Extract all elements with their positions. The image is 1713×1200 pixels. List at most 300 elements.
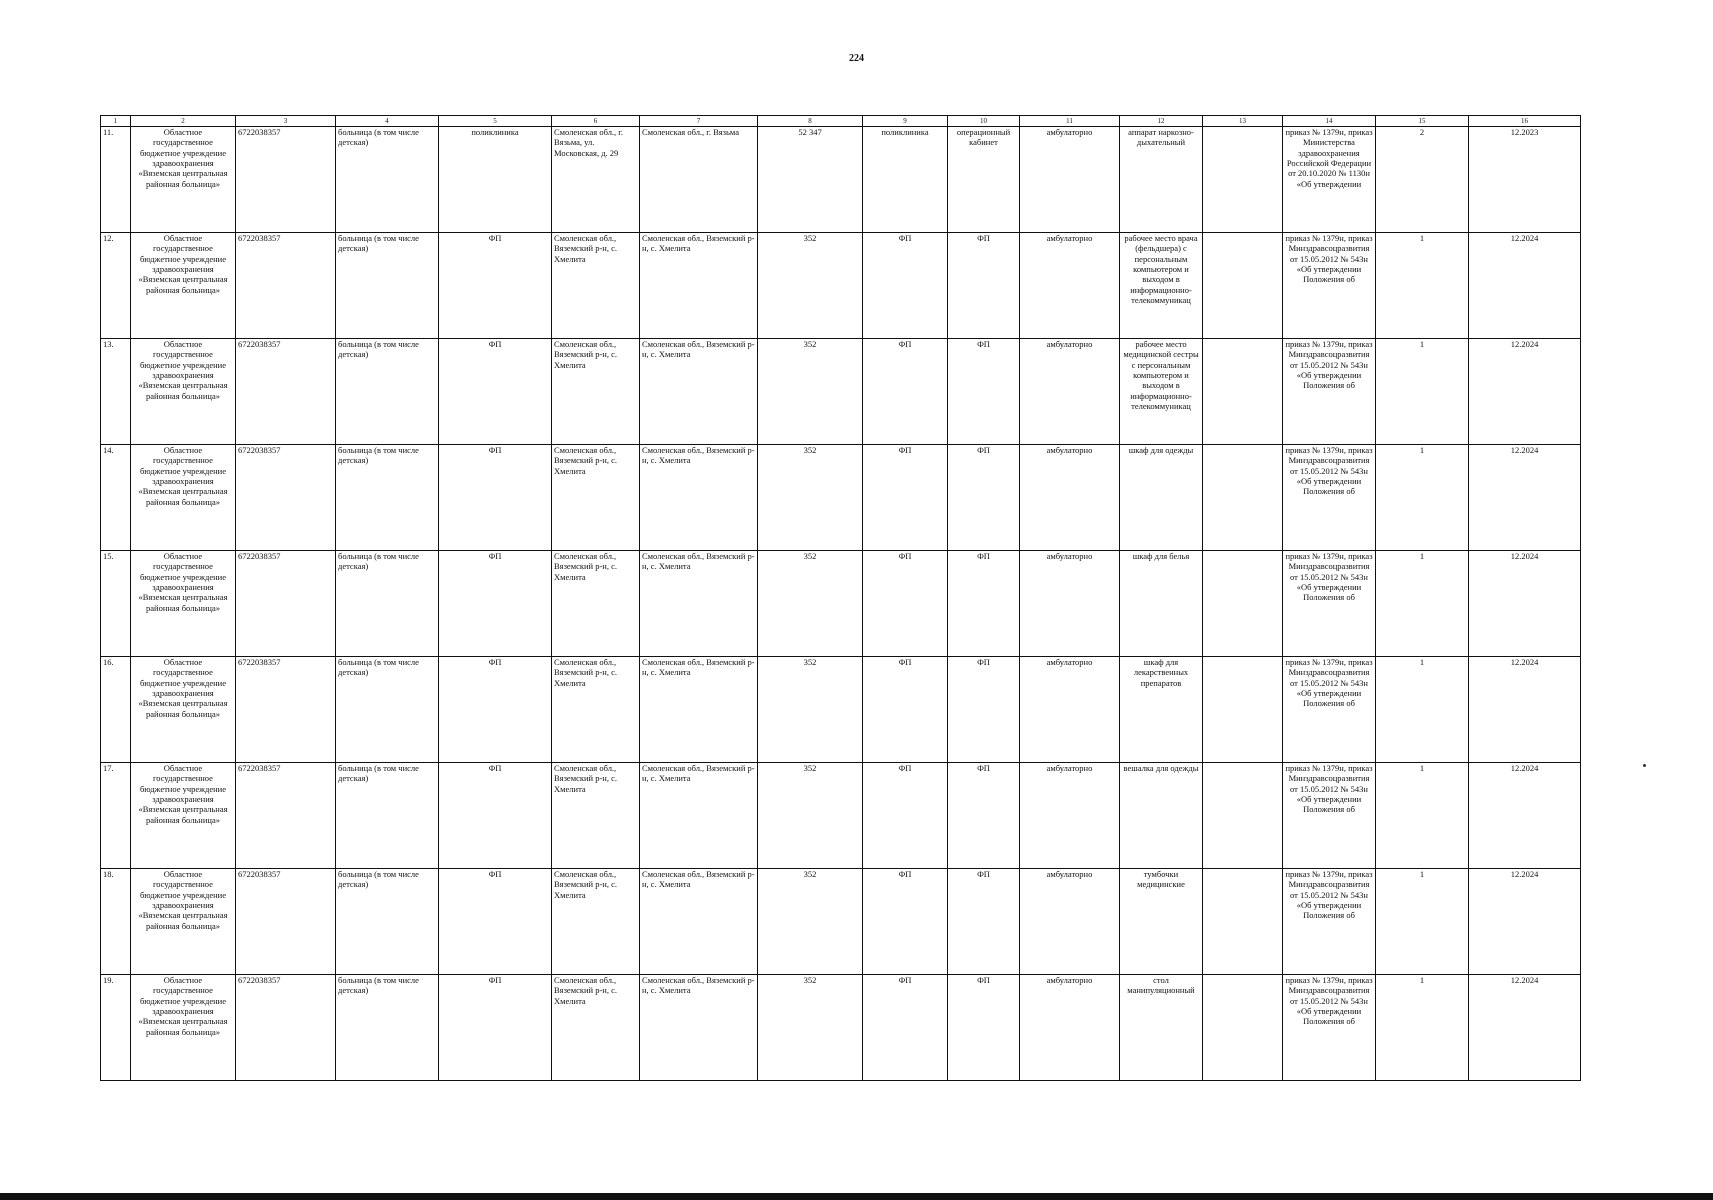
subdivision-cell: [439, 445, 552, 551]
row-number-text: 11.: [103, 127, 114, 137]
legal-basis-cell-text: приказ № 1379н, приказ Минздравсоцразвития от 15.05.2012 № 543н «Об утверждении Положения об: [1285, 657, 1373, 709]
address-cell-text: Смоленская обл., Вяземский р-н, с. Хмелита: [554, 869, 617, 900]
care-mode-cell: [1020, 975, 1120, 1081]
legal-basis-cell: [1283, 339, 1376, 445]
quantity-cell-text: 1: [1419, 233, 1425, 243]
subdivision-cell-text: ФП: [488, 869, 502, 879]
subdivision-cell-text: ФП: [488, 551, 502, 561]
inn-cell: [236, 339, 336, 445]
population-cell: [758, 445, 863, 551]
inn-cell: [236, 551, 336, 657]
date-cell: [1469, 445, 1581, 551]
quantity-cell-text: 2: [1419, 127, 1425, 137]
care-mode-cell: [1020, 233, 1120, 339]
care-mode-cell-text: амбулаторно: [1046, 339, 1093, 349]
row-number: [101, 339, 131, 445]
organization-name-text: Областное государственное бюджетное учреждение здравоохранения «Вяземская центральная районная больница»: [138, 763, 228, 825]
inn-cell: [236, 869, 336, 975]
institution-type: [336, 127, 439, 233]
date-cell-text: 12.2024: [1510, 975, 1539, 985]
organization-name: [131, 763, 236, 869]
address-cell: [552, 869, 640, 975]
quantity-cell: [1376, 339, 1469, 445]
care-mode-cell-text: амбулаторно: [1046, 551, 1093, 561]
location-cell-text: Смоленская обл., г. Вязьма: [642, 127, 739, 137]
row-number: [101, 975, 131, 1081]
legal-basis-cell: [1283, 127, 1376, 233]
organization-name-text: Областное государственное бюджетное учреждение здравоохранения «Вяземская центральная районная больница»: [138, 657, 228, 719]
inn-cell: [236, 975, 336, 1081]
legal-basis-cell: [1283, 869, 1376, 975]
unit-cell: [863, 127, 948, 233]
location-cell: [640, 445, 758, 551]
column-13-cell: [1203, 127, 1283, 233]
column-number-1: 1: [101, 116, 131, 127]
organization-name: [131, 975, 236, 1081]
population-cell-text: 352: [803, 233, 817, 243]
equipment-cell: [1120, 763, 1203, 869]
legal-basis-cell: [1283, 763, 1376, 869]
column-number-9: 9: [863, 116, 948, 127]
equipment-cell: [1120, 233, 1203, 339]
unit-cell: [863, 763, 948, 869]
organization-name-text: Областное государственное бюджетное учреждение здравоохранения «Вяземская центральная районная больница»: [138, 127, 228, 189]
organization-name-text: Областное государственное бюджетное учреждение здравоохранения «Вяземская центральная районная больница»: [138, 869, 228, 931]
subdivision-cell: [439, 869, 552, 975]
column-13-cell: [1203, 339, 1283, 445]
institution-type-text: больница (в том числе детская): [338, 233, 419, 254]
equipment-cell: [1120, 869, 1203, 975]
population-cell: [758, 233, 863, 339]
room-cell-text: ФП: [977, 445, 990, 455]
column-number-14: 14: [1283, 116, 1376, 127]
row-number: [101, 869, 131, 975]
location-cell-text: Смоленская обл., Вяземский р-н, с. Хмелита: [642, 869, 755, 890]
column-13-cell: [1203, 657, 1283, 763]
address-cell: [552, 127, 640, 233]
row-number: [101, 127, 131, 233]
date-cell-text: 12.2024: [1510, 445, 1539, 455]
institution-type-text: больница (в том числе детская): [338, 975, 419, 996]
address-cell: [552, 657, 640, 763]
unit-cell: [863, 975, 948, 1081]
date-cell: [1469, 551, 1581, 657]
equipment-cell: [1120, 445, 1203, 551]
organization-name-text: Областное государственное бюджетное учреждение здравоохранения «Вяземская центральная районная больница»: [138, 233, 228, 295]
table-row: [101, 445, 1581, 551]
subdivision-cell-text: ФП: [488, 657, 502, 667]
row-number-text: 18.: [103, 869, 114, 879]
location-cell: [640, 233, 758, 339]
location-cell-text: Смоленская обл., Вяземский р-н, с. Хмелита: [642, 763, 755, 784]
address-cell-text: Смоленская обл., Вяземский р-н, с. Хмелита: [554, 339, 617, 370]
unit-cell-text: ФП: [898, 763, 912, 773]
date-cell-text: 12.2024: [1510, 551, 1539, 561]
unit-cell: [863, 551, 948, 657]
organization-name-text: Областное государственное бюджетное учреждение здравоохранения «Вяземская центральная районная больница»: [138, 445, 228, 507]
unit-cell: [863, 445, 948, 551]
unit-cell-text: ФП: [898, 869, 912, 879]
room-cell-text: ФП: [977, 869, 990, 879]
equipment-cell-text: шкаф для лекарственных препаратов: [1133, 657, 1189, 688]
date-cell: [1469, 339, 1581, 445]
column-number-15: 15: [1376, 116, 1469, 127]
quantity-cell-text: 1: [1419, 763, 1425, 773]
column-number-row: [101, 116, 1581, 127]
legal-basis-cell-text: приказ № 1379н, приказ Минздравсоцразвития от 15.05.2012 № 543н «Об утверждении Положения об: [1285, 339, 1373, 391]
room-cell: [948, 445, 1020, 551]
row-number: [101, 763, 131, 869]
room-cell: [948, 127, 1020, 233]
subdivision-cell-text: поликлиника: [471, 127, 519, 137]
inn-cell: [236, 445, 336, 551]
care-mode-cell: [1020, 339, 1120, 445]
care-mode-cell: [1020, 551, 1120, 657]
subdivision-cell: [439, 975, 552, 1081]
date-cell-text: 12.2024: [1510, 339, 1539, 349]
legal-basis-cell: [1283, 657, 1376, 763]
unit-cell-text: ФП: [898, 339, 912, 349]
address-cell: [552, 763, 640, 869]
population-cell: [758, 763, 863, 869]
room-cell-text: ФП: [977, 551, 990, 561]
address-cell-text: Смоленская обл., Вяземский р-н, с. Хмелита: [554, 975, 617, 1006]
legal-basis-cell-text: приказ № 1379н, приказ Минздравсоцразвития от 15.05.2012 № 543н «Об утверждении Положения об: [1285, 445, 1373, 497]
room-cell-text: ФП: [977, 339, 990, 349]
population-cell-text: 352: [803, 975, 817, 985]
inn-cell-text: 6722038357: [238, 445, 281, 455]
row-number-text: 17.: [103, 763, 114, 773]
institution-type: [336, 869, 439, 975]
table-row: [101, 233, 1581, 339]
room-cell-text: ФП: [977, 975, 990, 985]
legal-basis-cell-text: приказ № 1379н, приказ Минздравсоцразвития от 15.05.2012 № 543н «Об утверждении Положения об: [1285, 551, 1373, 603]
scan-mark: [1643, 764, 1646, 767]
quantity-cell-text: 1: [1419, 657, 1425, 667]
location-cell-text: Смоленская обл., Вяземский р-н, с. Хмелита: [642, 551, 755, 572]
care-mode-cell: [1020, 869, 1120, 975]
equipment-cell-text: рабочее место врача (фельдшера) с персональным компьютером и выходом в информационно-телекоммуникац: [1124, 233, 1198, 306]
population-cell-text: 352: [803, 551, 817, 561]
quantity-cell: [1376, 657, 1469, 763]
address-cell: [552, 975, 640, 1081]
unit-cell-text: ФП: [898, 233, 912, 243]
row-number-text: 12.: [103, 233, 114, 243]
institution-type-text: больница (в том числе детская): [338, 763, 419, 784]
location-cell: [640, 657, 758, 763]
row-number-text: 19.: [103, 975, 114, 985]
room-cell: [948, 975, 1020, 1081]
subdivision-cell-text: ФП: [488, 975, 502, 985]
institution-type: [336, 551, 439, 657]
inn-cell-text: 6722038357: [238, 551, 281, 561]
population-cell-text: 352: [803, 445, 817, 455]
subdivision-cell: [439, 551, 552, 657]
column-number-5: 5: [439, 116, 552, 127]
population-cell: [758, 551, 863, 657]
unit-cell-text: ФП: [898, 975, 912, 985]
institution-type-text: больница (в том числе детская): [338, 339, 419, 360]
organization-name: [131, 551, 236, 657]
population-cell: [758, 975, 863, 1081]
organization-name: [131, 233, 236, 339]
date-cell-text: 12.2024: [1510, 869, 1539, 879]
subdivision-cell-text: ФП: [488, 763, 502, 773]
inn-cell: [236, 657, 336, 763]
address-cell: [552, 551, 640, 657]
room-cell: [948, 339, 1020, 445]
institution-type-text: больница (в том числе детская): [338, 445, 419, 466]
row-number-text: 16.: [103, 657, 114, 667]
date-cell: [1469, 763, 1581, 869]
register-table: [100, 115, 1581, 1081]
institution-type-text: больница (в том числе детская): [338, 869, 419, 890]
care-mode-cell-text: амбулаторно: [1046, 127, 1093, 137]
population-cell: [758, 869, 863, 975]
population-cell: [758, 339, 863, 445]
date-cell: [1469, 869, 1581, 975]
legal-basis-cell: [1283, 975, 1376, 1081]
equipment-cell: [1120, 975, 1203, 1081]
date-cell: [1469, 657, 1581, 763]
location-cell-text: Смоленская обл., Вяземский р-н, с. Хмелита: [642, 975, 755, 996]
date-cell: [1469, 233, 1581, 339]
row-number: [101, 657, 131, 763]
quantity-cell: [1376, 763, 1469, 869]
equipment-cell-text: шкаф для одежды: [1128, 445, 1194, 455]
column-number-13: 13: [1203, 116, 1283, 127]
population-cell-text: 352: [803, 869, 817, 879]
unit-cell: [863, 657, 948, 763]
column-13-cell: [1203, 975, 1283, 1081]
legal-basis-cell: [1283, 445, 1376, 551]
date-cell: [1469, 975, 1581, 1081]
address-cell-text: Смоленская обл., Вяземский р-н, с. Хмелита: [554, 551, 617, 582]
institution-type: [336, 339, 439, 445]
organization-name: [131, 127, 236, 233]
organization-name-text: Областное государственное бюджетное учреждение здравоохранения «Вяземская центральная районная больница»: [138, 551, 228, 613]
table-row: [101, 763, 1581, 869]
row-number-text: 15.: [103, 551, 114, 561]
address-cell: [552, 339, 640, 445]
address-cell: [552, 233, 640, 339]
inn-cell-text: 6722038357: [238, 339, 281, 349]
location-cell: [640, 975, 758, 1081]
column-13-cell: [1203, 869, 1283, 975]
population-cell-text: 52 347: [798, 127, 822, 137]
inn-cell-text: 6722038357: [238, 975, 281, 985]
address-cell-text: Смоленская обл., Вяземский р-н, с. Хмелита: [554, 445, 617, 476]
row-number: [101, 445, 131, 551]
institution-type: [336, 445, 439, 551]
quantity-cell: [1376, 869, 1469, 975]
room-cell-text: ФП: [977, 657, 990, 667]
quantity-cell-text: 1: [1419, 445, 1425, 455]
quantity-cell-text: 1: [1419, 975, 1425, 985]
equipment-cell-text: рабочее место медицинской сестры с персональным компьютером и выходом в информационно-телекоммуникац: [1123, 339, 1199, 412]
inn-cell: [236, 127, 336, 233]
date-cell-text: 12.2024: [1510, 657, 1539, 667]
legal-basis-cell-text: приказ № 1379н, приказ Минздравсоцразвития от 15.05.2012 № 543н «Об утверждении Положения об: [1285, 233, 1373, 285]
equipment-cell-text: стол манипуляционный: [1127, 975, 1195, 996]
quantity-cell-text: 1: [1419, 551, 1425, 561]
room-cell: [948, 657, 1020, 763]
column-13-cell: [1203, 233, 1283, 339]
column-number-6: 6: [552, 116, 640, 127]
location-cell-text: Смоленская обл., Вяземский р-н, с. Хмелита: [642, 657, 755, 678]
inn-cell-text: 6722038357: [238, 127, 281, 137]
address-cell-text: Смоленская обл., Вяземский р-н, с. Хмелита: [554, 657, 617, 688]
population-cell-text: 352: [803, 657, 817, 667]
quantity-cell: [1376, 975, 1469, 1081]
address-cell: [552, 445, 640, 551]
organization-name: [131, 445, 236, 551]
care-mode-cell: [1020, 127, 1120, 233]
subdivision-cell: [439, 233, 552, 339]
legal-basis-cell-text: приказ № 1379н, приказ Минздравсоцразвития от 15.05.2012 № 543н «Об утверждении Положения об: [1285, 763, 1373, 815]
equipment-cell-text: аппарат наркозно-дыхательный: [1128, 127, 1194, 148]
row-number-text: 13.: [103, 339, 114, 349]
subdivision-cell-text: ФП: [488, 233, 502, 243]
organization-name: [131, 339, 236, 445]
location-cell-text: Смоленская обл., Вяземский р-н, с. Хмелита: [642, 445, 755, 466]
location-cell: [640, 339, 758, 445]
quantity-cell: [1376, 551, 1469, 657]
unit-cell: [863, 339, 948, 445]
subdivision-cell: [439, 339, 552, 445]
care-mode-cell-text: амбулаторно: [1046, 763, 1093, 773]
location-cell: [640, 127, 758, 233]
legal-basis-cell-text: приказ № 1379н, приказ Министерства здравоохранения Российской Федерации от 20.10.2020 № 1130н «Об утверждении: [1285, 127, 1373, 189]
organization-name-text: Областное государственное бюджетное учреждение здравоохранения «Вяземская центральная районная больница»: [138, 339, 228, 401]
column-number-10: 10: [948, 116, 1020, 127]
date-cell-text: 12.2023: [1510, 127, 1539, 137]
care-mode-cell-text: амбулаторно: [1046, 445, 1093, 455]
unit-cell-text: ФП: [898, 551, 912, 561]
subdivision-cell: [439, 763, 552, 869]
organization-name: [131, 657, 236, 763]
room-cell: [948, 763, 1020, 869]
subdivision-cell-text: ФП: [488, 445, 502, 455]
column-number-7: 7: [640, 116, 758, 127]
care-mode-cell-text: амбулаторно: [1046, 657, 1093, 667]
population-cell: [758, 127, 863, 233]
quantity-cell: [1376, 445, 1469, 551]
equipment-cell-text: тумбочки медицинские: [1137, 869, 1185, 890]
room-cell-text: операционный кабинет: [956, 127, 1011, 148]
institution-type-text: больница (в том числе детская): [338, 551, 419, 572]
location-cell-text: Смоленская обл., Вяземский р-н, с. Хмелита: [642, 339, 755, 360]
table-row: [101, 127, 1581, 233]
location-cell: [640, 869, 758, 975]
inn-cell-text: 6722038357: [238, 869, 281, 879]
equipment-cell: [1120, 551, 1203, 657]
unit-cell: [863, 233, 948, 339]
location-cell: [640, 551, 758, 657]
column-13-cell: [1203, 445, 1283, 551]
location-cell: [640, 763, 758, 869]
row-number: [101, 233, 131, 339]
unit-cell-text: ФП: [898, 445, 912, 455]
table-row: [101, 551, 1581, 657]
inn-cell-text: 6722038357: [238, 233, 281, 243]
inn-cell: [236, 233, 336, 339]
column-number-16: 16: [1469, 116, 1581, 127]
table-row: [101, 975, 1581, 1081]
date-cell-text: 12.2024: [1510, 233, 1539, 243]
institution-type-text: больница (в том числе детская): [338, 657, 419, 678]
room-cell: [948, 869, 1020, 975]
institution-type: [336, 657, 439, 763]
inn-cell-text: 6722038357: [238, 763, 281, 773]
care-mode-cell-text: амбулаторно: [1046, 869, 1093, 879]
inn-cell-text: 6722038357: [238, 657, 281, 667]
room-cell-text: ФП: [977, 763, 990, 773]
column-number-4: 4: [336, 116, 439, 127]
legal-basis-cell: [1283, 233, 1376, 339]
equipment-cell-text: вешалка для одежды: [1123, 763, 1199, 773]
row-number-text: 14.: [103, 445, 114, 455]
table-row: [101, 869, 1581, 975]
quantity-cell-text: 1: [1419, 339, 1425, 349]
organization-name: [131, 869, 236, 975]
institution-type: [336, 975, 439, 1081]
quantity-cell: [1376, 127, 1469, 233]
column-13-cell: [1203, 551, 1283, 657]
population-cell: [758, 657, 863, 763]
subdivision-cell-text: ФП: [488, 339, 502, 349]
care-mode-cell: [1020, 763, 1120, 869]
location-cell-text: Смоленская обл., Вяземский р-н, с. Хмелита: [642, 233, 755, 254]
table-row: [101, 339, 1581, 445]
legal-basis-cell-text: приказ № 1379н, приказ Минздравсоцразвития от 15.05.2012 № 543н «Об утверждении Положения об: [1285, 869, 1373, 921]
institution-type: [336, 763, 439, 869]
address-cell-text: Смоленская обл., г. Вязьма, ул. Московская, д. 29: [554, 127, 623, 158]
subdivision-cell: [439, 127, 552, 233]
unit-cell-text: ФП: [898, 657, 912, 667]
unit-cell: [863, 869, 948, 975]
column-number-2: 2: [131, 116, 236, 127]
equipment-cell-text: шкаф для белья: [1132, 551, 1190, 561]
care-mode-cell: [1020, 657, 1120, 763]
date-cell: [1469, 127, 1581, 233]
address-cell-text: Смоленская обл., Вяземский р-н, с. Хмелита: [554, 233, 617, 264]
address-cell-text: Смоленская обл., Вяземский р-н, с. Хмелита: [554, 763, 617, 794]
equipment-cell: [1120, 657, 1203, 763]
subdivision-cell: [439, 657, 552, 763]
quantity-cell-text: 1: [1419, 869, 1425, 879]
room-cell-text: ФП: [977, 233, 990, 243]
page-number: 224: [849, 53, 864, 64]
column-13-cell: [1203, 763, 1283, 869]
date-cell-text: 12.2024: [1510, 763, 1539, 773]
room-cell: [948, 233, 1020, 339]
institution-type: [336, 233, 439, 339]
row-number: [101, 551, 131, 657]
room-cell: [948, 551, 1020, 657]
population-cell-text: 352: [803, 763, 817, 773]
organization-name-text: Областное государственное бюджетное учреждение здравоохранения «Вяземская центральная районная больница»: [138, 975, 228, 1037]
care-mode-cell-text: амбулаторно: [1046, 233, 1093, 243]
population-cell-text: 352: [803, 339, 817, 349]
column-number-11: 11: [1020, 116, 1120, 127]
institution-type-text: больница (в том числе детская): [338, 127, 419, 148]
care-mode-cell: [1020, 445, 1120, 551]
equipment-cell: [1120, 127, 1203, 233]
unit-cell-text: поликлиника: [881, 127, 929, 137]
table-row: [101, 657, 1581, 763]
legal-basis-cell: [1283, 551, 1376, 657]
